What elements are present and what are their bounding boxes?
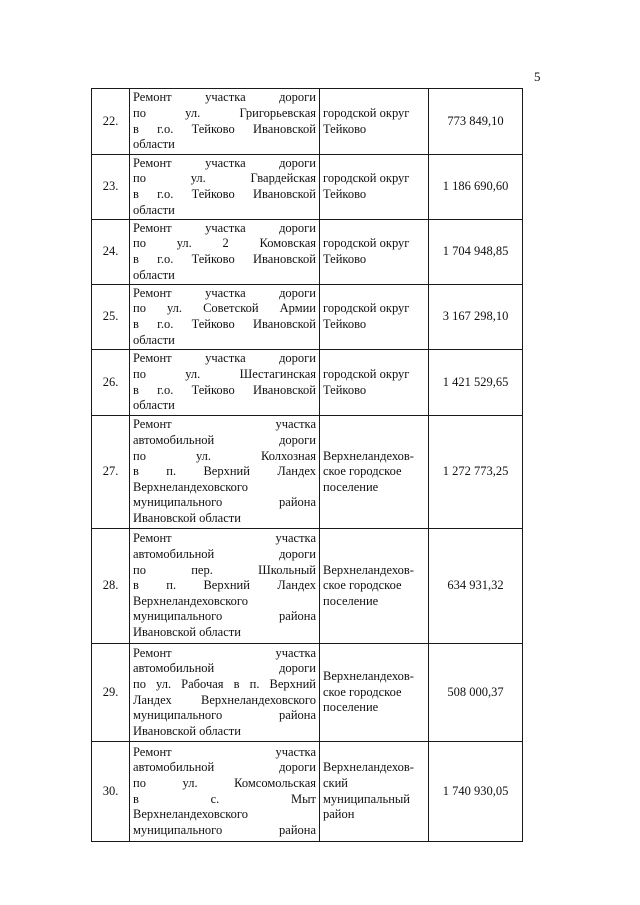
municipality-line: поселение	[323, 700, 379, 715]
object-description	[130, 89, 320, 155]
row-number: 25.	[92, 285, 130, 350]
description-line: в г.о. Тейково Ивановской	[133, 187, 316, 201]
description-line: Ивановской области	[133, 510, 241, 525]
description-line: муниципального района	[133, 495, 316, 510]
municipality	[320, 220, 429, 285]
description-line: в п. Верхний Ландех	[133, 464, 316, 479]
description-line: Ландех Верхнеландеховского	[133, 692, 316, 707]
description-line: в г.о. Тейково Ивановской	[133, 121, 316, 136]
description-line: области	[133, 202, 175, 217]
table-row	[92, 742, 523, 842]
municipality-line: ское городское	[323, 464, 402, 479]
works-table	[91, 88, 523, 842]
municipality-line: городской округ	[323, 105, 410, 120]
municipality	[320, 350, 429, 416]
description-line: муниципального района	[133, 609, 316, 624]
municipality-line: городской округ	[323, 366, 410, 381]
municipality-line: ское городское	[323, 684, 402, 699]
description-line: в п. Верхний Ландех	[133, 578, 316, 593]
amount: 3 167 298,10	[429, 285, 523, 350]
description-line: в с. Мыт	[133, 791, 316, 806]
municipality-line: Верхнеландехов-	[323, 760, 414, 775]
row-number: 28.	[92, 529, 130, 644]
amount: 1 186 690,60	[429, 155, 523, 220]
table-row	[92, 416, 523, 529]
description-line: Верхнеландеховского	[133, 479, 248, 494]
description-line: области	[133, 332, 175, 347]
description-line: по ул. Колхозная	[133, 448, 316, 463]
description-line: по ул. Рабочая в п. Верхний	[133, 676, 316, 691]
description-line: области	[133, 398, 175, 413]
row-number: 22.	[92, 89, 130, 155]
description-line: области	[133, 267, 175, 282]
municipality	[320, 416, 429, 529]
description-line: автомобильной дороги	[133, 760, 316, 775]
municipality-line: Тейково	[323, 382, 367, 397]
description-line: муниципального района	[133, 822, 316, 837]
object-description	[130, 285, 320, 350]
municipality-line: городской округ	[323, 301, 410, 316]
description-line: Ремонт участка дороги	[133, 155, 316, 170]
table-row	[92, 285, 523, 350]
object-description	[130, 350, 320, 416]
table-row	[92, 350, 523, 416]
object-description	[130, 220, 320, 285]
municipality	[320, 89, 429, 155]
description-line: по ул. Советской Армии	[133, 301, 316, 316]
amount: 1 740 930,05	[429, 742, 523, 842]
description-line: Ремонт участка дороги	[133, 351, 316, 366]
description-line: Ремонт участка	[133, 744, 316, 759]
description-line: области	[133, 137, 175, 152]
table-row	[92, 155, 523, 220]
amount: 1 704 948,85	[429, 220, 523, 285]
municipality-line: Тейково	[323, 187, 367, 201]
table-row	[92, 529, 523, 644]
municipality-line: Верхнеландехов-	[323, 669, 414, 684]
municipality-line: район	[323, 807, 355, 822]
amount: 773 849,10	[429, 89, 523, 155]
municipality	[320, 742, 429, 842]
municipality-line: городской округ	[323, 171, 410, 186]
amount: 634 931,32	[429, 529, 523, 644]
description-line: муниципального района	[133, 708, 316, 723]
description-line: автомобильной дороги	[133, 661, 316, 676]
description-line: по ул. Гвардейская	[133, 171, 316, 186]
description-line: по пер. Школьный	[133, 562, 316, 577]
municipality-line: Верхнеландехов-	[323, 562, 414, 577]
municipality-line: поселение	[323, 479, 379, 494]
municipality-line: муниципальный	[323, 791, 410, 806]
municipality	[320, 155, 429, 220]
municipality-line: Верхнеландехов-	[323, 448, 414, 463]
municipality-line: Тейково	[323, 252, 367, 266]
municipality	[320, 285, 429, 350]
amount: 1 421 529,65	[429, 350, 523, 416]
description-line: по ул. Шестагинская	[133, 366, 316, 381]
object-description	[130, 155, 320, 220]
municipality-line: Тейково	[323, 121, 367, 136]
page-number: 5	[534, 69, 541, 84]
row-number: 30.	[92, 742, 130, 842]
object-description	[130, 742, 320, 842]
row-number: 24.	[92, 220, 130, 285]
description-line: Ремонт участка	[133, 531, 316, 546]
description-line: в г.о. Тейково Ивановской	[133, 252, 316, 266]
municipality-line: поселение	[323, 593, 379, 608]
description-line: Ремонт участка дороги	[133, 90, 316, 105]
description-line: автомобильной дороги	[133, 547, 316, 562]
description-line: Ивановской области	[133, 723, 241, 738]
description-line: по ул. 2 Комовская	[133, 236, 316, 251]
municipality	[320, 529, 429, 644]
object-description	[130, 644, 320, 742]
description-line: автомобильной дороги	[133, 433, 316, 448]
table-row	[92, 220, 523, 285]
description-line: Ремонт участка дороги	[133, 220, 316, 235]
description-line: Верхнеландеховского	[133, 593, 248, 608]
description-line: Ремонт участка	[133, 417, 316, 432]
municipality-line: городской округ	[323, 236, 410, 251]
municipality-line: ское городское	[323, 578, 402, 593]
municipality-line: Тейково	[323, 317, 367, 331]
municipality-line: ский	[323, 775, 348, 790]
municipality	[320, 644, 429, 742]
amount: 508 000,37	[429, 644, 523, 742]
row-number: 23.	[92, 155, 130, 220]
row-number: 27.	[92, 416, 130, 529]
description-line: по ул. Комсомольская	[133, 775, 316, 790]
row-number: 29.	[92, 644, 130, 742]
amount: 1 272 773,25	[429, 416, 523, 529]
description-line: Ремонт участка дороги	[133, 285, 316, 300]
description-line: в г.о. Тейково Ивановской	[133, 317, 316, 331]
row-number: 26.	[92, 350, 130, 416]
description-line: в г.о. Тейково Ивановской	[133, 382, 316, 397]
object-description	[130, 416, 320, 529]
description-line: Верхнеландеховского	[133, 807, 248, 822]
table-row	[92, 89, 523, 155]
table-row	[92, 644, 523, 742]
description-line: Ивановской области	[133, 624, 241, 639]
description-line: по ул. Григорьевская	[133, 105, 316, 120]
object-description	[130, 529, 320, 644]
description-line: Ремонт участка	[133, 645, 316, 660]
